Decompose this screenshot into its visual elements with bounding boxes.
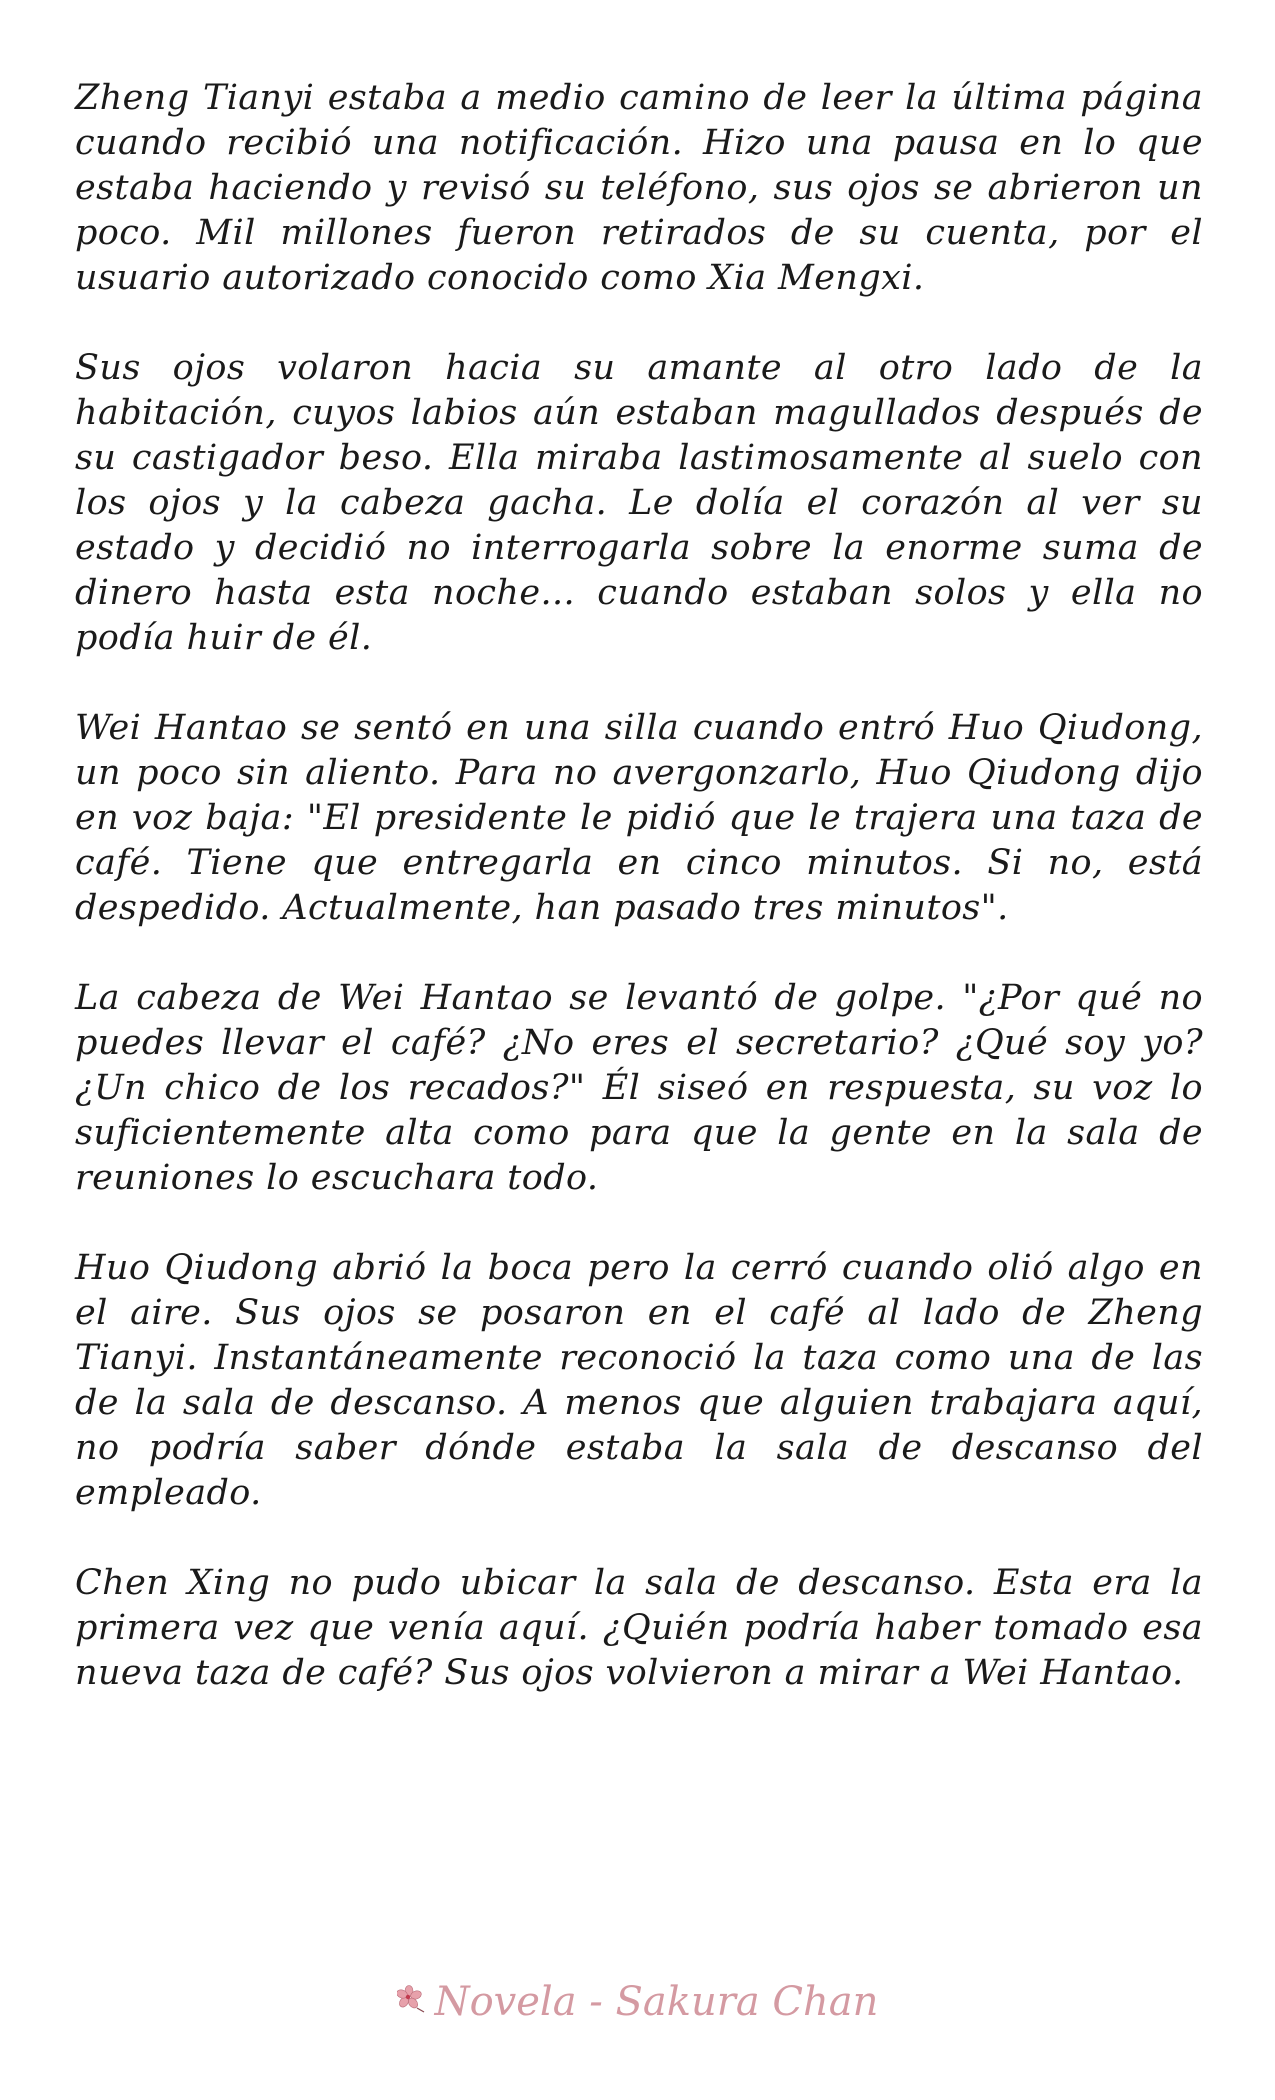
paragraph: Sus ojos volaron hacia su amante al otro lado de la habitación, cuyos labios aún estaban magullados después de su castigador beso. Ella miraba lastimosamente al suelo con los ojos y la cabeza gacha. Le dolía el corazón al ver su estado y decidió no interrogarla sobre la enorme suma de dinero hasta esta noche... cuando estaban solos y ella no podía huir de él.: [75, 348, 1203, 658]
paragraph: La cabeza de Wei Hantao se levantó de golpe. "¿Por qué no puedes llevar el café? ¿No eres el secretario? ¿Qué soy yo? ¿Un chico de los recados?" Él siseó en respuesta, su voz lo suficientemente alta como para que la gente en la sala de reuniones lo escuchara todo.: [75, 978, 1203, 1198]
sakura-blossom-icon: [397, 1977, 427, 2025]
paragraph: Huo Qiudong abrió la boca pero la cerró cuando olió algo en el aire. Sus ojos se posaron en el café al lado de Zheng Tianyi. Instantáneamente reconoció la taza como una de las de la sala de descanso. A menos que alguien trabajara aquí, no podría saber dónde estaba la sala de descanso del empleado.: [75, 1248, 1203, 1513]
paragraph: Zheng Tianyi estaba a medio camino de leer la última página cuando recibió una notificación. Hizo una pausa en lo que estaba haciendo y revisó su teléfono, sus ojos se abrieron un poco. Mil millones fueron retirados de su cuenta, por el usuario autorizado conocido como Xia Mengxi.: [75, 78, 1203, 298]
watermark-text: Novela - Sakura Chan: [434, 1979, 879, 2025]
watermark: [0, 1978, 1275, 2026]
paragraph: Wei Hantao se sentó en una silla cuando entró Huo Qiudong, un poco sin aliento. Para no avergonzarlo, Huo Qiudong dijo en voz baja: "El presidente le pidió que le trajera una taza de café. Tiene que entregarla en cinco minutos. Si no, está despedido. Actualmente, han pasado tres minutos".: [75, 708, 1203, 928]
document-body: [75, 76, 1203, 1741]
paragraph: Chen Xing no pudo ubicar la sala de descanso. Esta era la primera vez que venía aquí. ¿Quién podría haber tomado esa nueva taza de café? Sus ojos volvieron a mirar a Wei Hantao.: [75, 1563, 1203, 1693]
